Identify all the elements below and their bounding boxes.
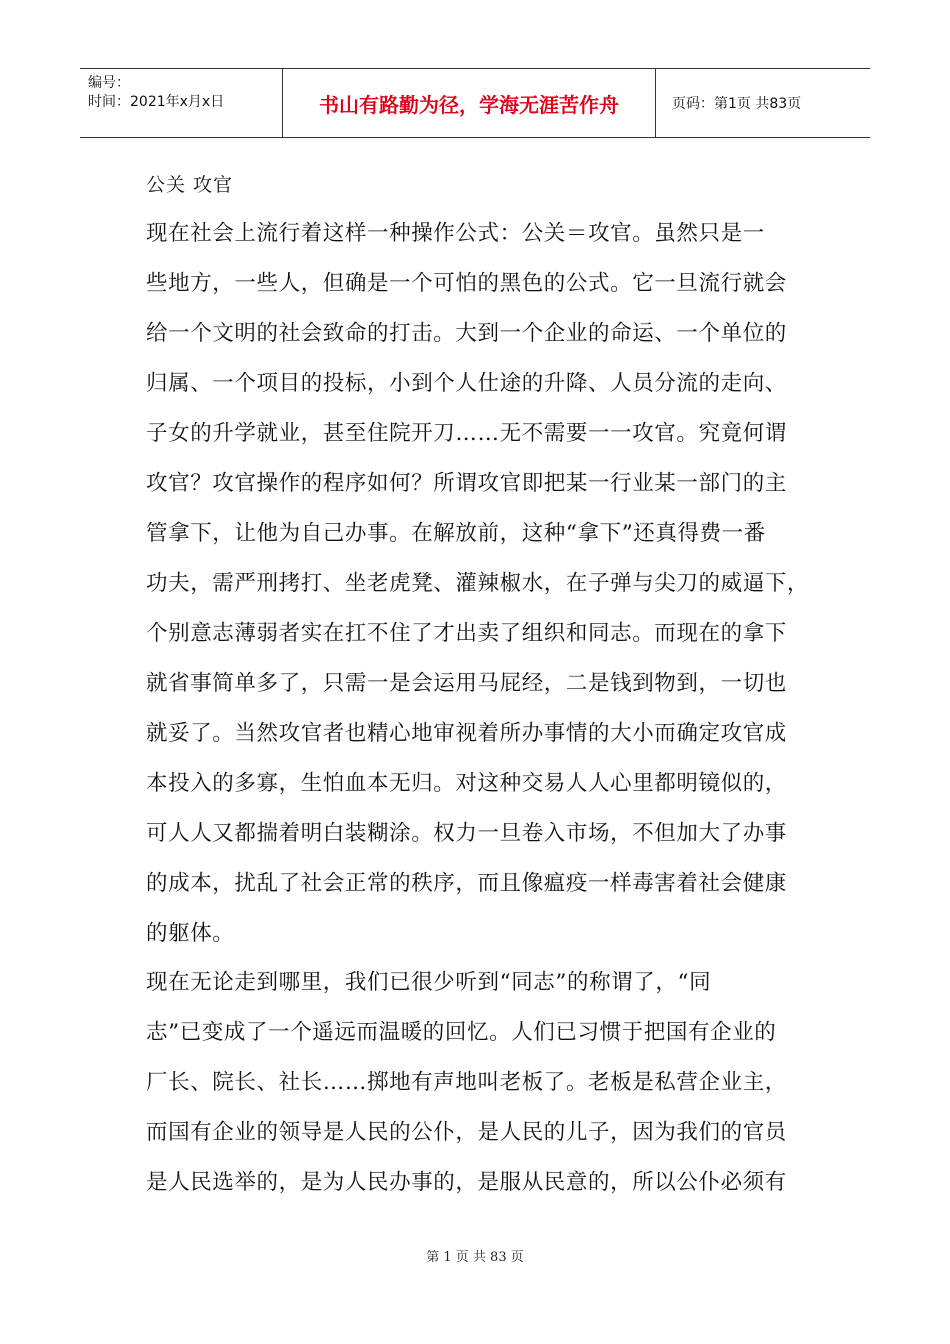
paragraph-line: 些地方，一些人，但确是一个可怕的黑色的公式。它一旦流行就会 xyxy=(146,271,787,296)
document-header xyxy=(80,68,870,138)
document-title: 公关 攻官 xyxy=(146,174,234,196)
paragraph-line: 志”已变成了一个遥远而温暖的回忆。人们已习惯于把国有企业的 xyxy=(146,1020,777,1045)
paragraph-line: 功夫，需严刑拷打、坐老虎凳、灌辣椒水，在子弹与尖刀的威逼下， xyxy=(146,571,810,596)
paragraph-line: 给一个文明的社会致命的打击。大到一个企业的命运、一个单位的 xyxy=(146,321,787,346)
paragraph-line: 而国有企业的领导是人民的公仆，是人民的儿子，因为我们的官员 xyxy=(146,1120,787,1145)
paragraph-line: 是人民选举的，是为人民办事的，是服从民意的，所以公仆必须有 xyxy=(146,1170,787,1195)
paragraph-line: 管拿下，让他为自己办事。在解放前，这种“拿下”还真得费一番 xyxy=(146,521,766,546)
header-meta xyxy=(80,69,282,137)
paragraph-line: 就妥了。当然攻官者也精心地审视着所办事情的大小而确定攻官成 xyxy=(146,721,787,746)
paragraph xyxy=(146,209,826,959)
header-divider xyxy=(655,69,656,137)
paragraph-line: 个别意志薄弱者实在扛不住了才出卖了组织和同志。而现在的拿下 xyxy=(146,621,787,646)
paragraph-line: 就省事简单多了，只需一是会运用马屁经，二是钱到物到，一切也 xyxy=(146,671,787,696)
paragraph-line: 本投入的多寡，生怕血本无归。对这种交易人人心里都明镜似的， xyxy=(146,771,787,796)
paragraph-line: 的成本，扰乱了社会正常的秩序，而且像瘟疫一样毒害着社会健康 xyxy=(146,871,787,896)
number-label: 编号： xyxy=(88,75,130,91)
paragraph-line: 攻官？攻官操作的程序如何？所谓攻官即把某一行业某一部门的主 xyxy=(146,471,787,496)
paragraph xyxy=(146,958,826,1208)
page-footer: 第 1 页 共 83 页 xyxy=(426,1250,524,1265)
header-motto: 书山有路勤为径，学海无涯苦作舟 xyxy=(319,92,619,117)
paragraph-line: 子女的升学就业，甚至住院开刀……无不需要一一攻官。究竟何谓 xyxy=(146,421,787,446)
paragraph-line: 归属、一个项目的投标，小到个人仕途的升降、人员分流的走向、 xyxy=(146,371,787,396)
header-page-info xyxy=(664,69,870,137)
paragraph-line: 厂长、院长、社长……掷地有声地叫老板了。老板是私营企业主， xyxy=(146,1070,787,1095)
paragraph-line: 可人人又都揣着明白装糊涂。权力一旦卷入市场，不但加大了办事 xyxy=(146,821,787,846)
paragraph-line: 的躯体。 xyxy=(146,921,235,946)
paragraph-line: 现在无论走到哪里，我们已很少听到“同志”的称谓了，“同 xyxy=(146,970,712,995)
date-label: 时间：2021年x月x日 xyxy=(88,94,225,110)
paragraph-line: 现在社会上流行着这样一种操作公式：公关＝攻官。虽然只是一 xyxy=(146,221,765,246)
page-info-text: 页码：第1页 共83页 xyxy=(672,96,802,112)
